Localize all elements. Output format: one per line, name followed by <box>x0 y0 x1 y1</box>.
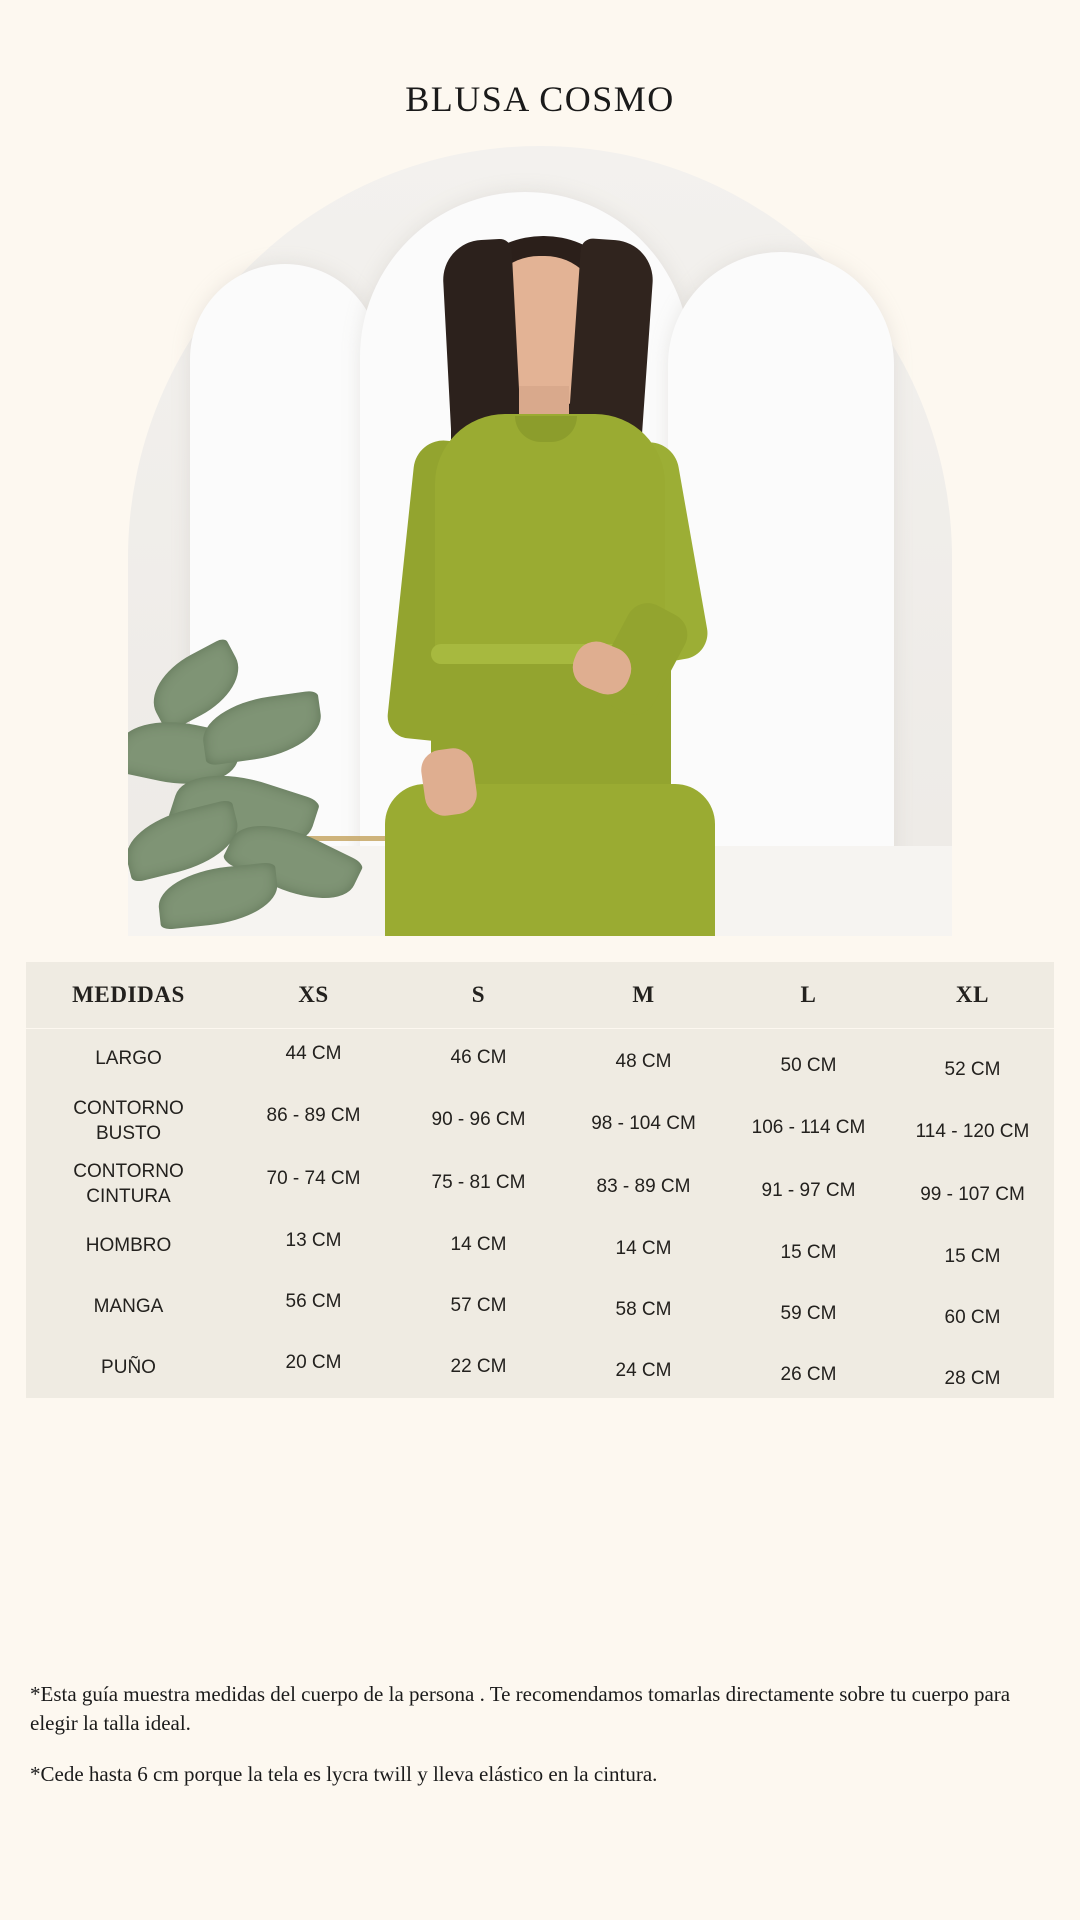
cell-xl: 60 CM <box>944 1306 1001 1328</box>
header-divider <box>26 1028 1054 1029</box>
cell-s: 75 - 81 CM <box>431 1171 526 1193</box>
cell-l: 59 CM <box>780 1302 837 1324</box>
row-label: MANGA <box>93 1296 164 1317</box>
table-header-s: S <box>471 982 486 1007</box>
cell-s: 14 CM <box>450 1233 507 1255</box>
product-photo <box>128 146 952 936</box>
cell-xl: 114 - 120 CM <box>915 1120 1030 1142</box>
cell-xl: 28 CM <box>944 1367 1001 1389</box>
cell-m: 83 - 89 CM <box>596 1175 691 1197</box>
table-row <box>26 1089 1054 1152</box>
cell-xl: 52 CM <box>944 1058 1001 1080</box>
table-row <box>26 1215 1054 1276</box>
cell-xl: 99 - 107 CM <box>920 1183 1025 1205</box>
page-title: BLUSA COSMO <box>405 79 675 119</box>
notes-section <box>30 1680 1050 1811</box>
row-label: CONTORNO CINTURA <box>73 1160 184 1207</box>
cell-m: 14 CM <box>615 1237 672 1259</box>
table-header <box>26 962 1054 1028</box>
cell-s: 57 CM <box>450 1294 507 1316</box>
table-row <box>26 1028 1054 1089</box>
table-header-xs: XS <box>298 982 329 1007</box>
cell-m: 24 CM <box>615 1359 672 1381</box>
cell-m: 58 CM <box>615 1298 672 1320</box>
cell-l: 91 - 97 CM <box>761 1179 856 1201</box>
cell-xs: 70 - 74 CM <box>266 1167 361 1189</box>
table-header-measures: MEDIDAS <box>72 982 185 1007</box>
cell-l: 50 CM <box>780 1054 837 1076</box>
cell-xs: 20 CM <box>285 1351 342 1373</box>
cell-s: 22 CM <box>450 1355 507 1377</box>
note-measurements: *Esta guía muestra medidas del cuerpo de la persona . Te recomendamos tomarlas directamente sobre tu cuerpo para elegir la talla ideal. <box>30 1682 1011 1735</box>
row-label: HOMBRO <box>85 1235 172 1256</box>
table-header-l: L <box>800 982 817 1007</box>
cell-s: 90 - 96 CM <box>431 1108 526 1130</box>
cell-xs: 56 CM <box>285 1290 342 1312</box>
table-row <box>26 1337 1054 1398</box>
row-label: LARGO <box>95 1048 162 1069</box>
table-row <box>26 1276 1054 1337</box>
table-body <box>26 1028 1054 1398</box>
model-figure <box>323 204 753 936</box>
note-fabric: *Cede hasta 6 cm porque la tela es lycra twill y lleva elástico en la cintura. <box>30 1762 658 1786</box>
cell-l: 15 CM <box>780 1241 837 1263</box>
row-label: PUÑO <box>101 1357 156 1378</box>
cell-xs: 44 CM <box>285 1042 342 1064</box>
cell-m: 98 - 104 CM <box>591 1112 696 1134</box>
cell-s: 46 CM <box>450 1046 507 1068</box>
table-row <box>26 1152 1054 1215</box>
table-header-m: M <box>632 982 655 1007</box>
cell-xl: 15 CM <box>944 1245 1001 1267</box>
cell-m: 48 CM <box>615 1050 672 1072</box>
cell-l: 26 CM <box>780 1363 837 1385</box>
photo-scene <box>128 146 952 936</box>
cell-xs: 13 CM <box>285 1229 342 1251</box>
cell-l: 106 - 114 CM <box>751 1116 866 1138</box>
row-label: CONTORNO BUSTO <box>73 1097 184 1144</box>
table-header-row <box>26 962 1054 1028</box>
cell-xs: 86 - 89 CM <box>266 1104 361 1126</box>
table-header-xl: XL <box>955 982 990 1007</box>
